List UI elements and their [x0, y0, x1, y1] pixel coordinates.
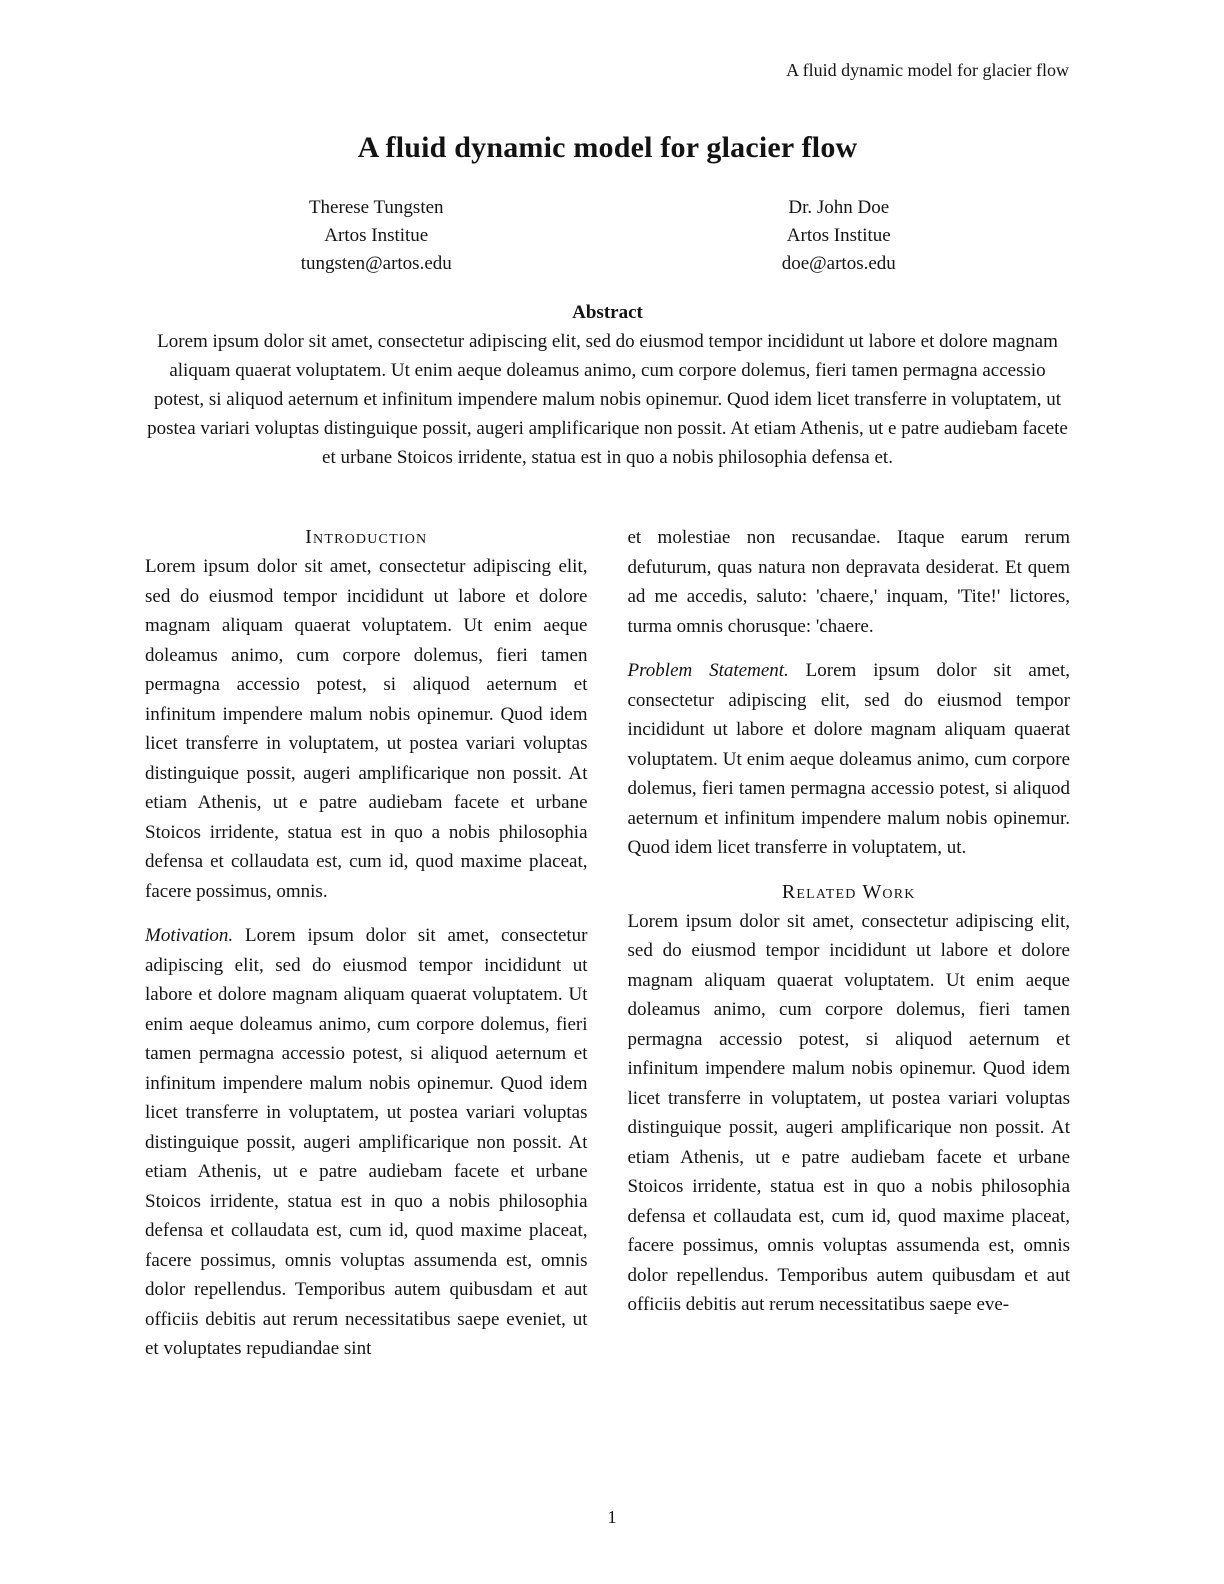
- author-block: [145, 194, 1070, 278]
- paper-title: A fluid dynamic model for glacier flow: [357, 131, 858, 164]
- author-2-name: Dr. John Doe: [788, 197, 890, 218]
- section-heading-related-work: Related Work: [781, 880, 916, 903]
- problem-statement-paragraph: [628, 656, 1071, 863]
- problem-statement-lead: Problem Statement.: [627, 660, 789, 681]
- left-column: [145, 523, 588, 1364]
- author-1-name: Therese Tungsten: [308, 197, 444, 218]
- related-work-paragraph: Lorem ipsum dolor sit amet, consectetur adipiscing elit, sed do eiusmod tempor incididunt ut labore et dolore magnam aliquam quaerat voluptatem. Ut enim aeque doleamus animo, cum corpore dolemus, fieri tamen permagna accessio potest, si aliquod aeternum et infinitum impendere malum nobis opinemur. Quod idem licet transferre in voluptatem, ut postea variari voluptas distinguique possit, augeri amplificarique non possit. At etiam Athenis, ut e patre audiebam facete et urbane Stoicos irridente, statua est in quo a nobis philosophia defensa et collaudata est, cum id, quod maxime placeat, facere possimus, omnis voluptas assumenda est, omnis dolor repellendus. Temporibus autem quibusdam et aut officiis debitis aut rerum necessitatibus saepe eve-: [627, 910, 1070, 1315]
- motivation-paragraph: [145, 921, 588, 1364]
- two-column-body: [145, 523, 1070, 1364]
- author-1-email: tungsten@artos.edu: [300, 253, 452, 274]
- motivation-text-left: Lorem ipsum dolor sit amet, consectetur adipiscing elit, sed do eiusmod tempor incididunt ut labore et dolore magnam aliquam quaerat voluptatem. Ut enim aeque doleamus animo, cum corpore dolemus, fieri tamen permagna accessio potest, si aliquod aeternum et infinitum impendere malum nobis opinemur. Quod idem licet transferre in voluptatem, ut postea variari voluptas distinguique possit, augeri amplificarique non possit. At etiam Athenis, ut e patre audiebam facete et urbane Stoicos irridente, statua est in quo a nobis philosophia defensa et collaudata est, cum id, quod maxime placeat, facere possimus, omnis voluptas assumenda est, omnis dolor repellendus. Temporibus autem quibusdam et aut officiis debitis aut rerum necessitatibus saepe eveniet, ut et voluptates repudiandae sint: [145, 925, 588, 1359]
- author-1: [145, 194, 608, 278]
- author-1-affiliation: Artos Institue: [324, 225, 429, 246]
- section-heading-introduction: Introduction: [305, 526, 428, 548]
- motivation-paragraph-continued: et molestiae non recusandae. Itaque earum rerum defuturum, quas natura non depravata desiderat. Et quem ad me accedis, saluto: 'chaere,' inquam, 'Tite!' lictores, turma omnis chorusque: 'chaere.: [627, 527, 1070, 637]
- motivation-lead: Motivation.: [145, 925, 234, 946]
- right-column: [628, 523, 1071, 1364]
- abstract-text: Lorem ipsum dolor sit amet, consectetur adipiscing elit, sed do eiusmod tempor incididunt ut labore et dolore magnam aliquam quaerat voluptatem. Ut enim aeque doleamus animo, cum corpore dolemus, fieri tamen permagna accessio potest, si aliquod aeternum et infinitum impendere malum nobis opinemur. Quod idem licet transferre in voluptatem, ut postea variari voluptas distinguique possit, augeri amplificarique non possit. At etiam Athenis, ut e patre audiebam facete et urbane Stoicos irridente, statua est in quo a nobis philosophia defensa et.: [147, 331, 1068, 468]
- introduction-paragraph: Lorem ipsum dolor sit amet, consectetur adipiscing elit, sed do eiusmod tempor incididunt ut labore et dolore magnam aliquam quaerat voluptatem. Ut enim aeque doleamus animo, cum corpore dolemus, fieri tamen permagna accessio potest, si aliquod aeternum et infinitum impendere malum nobis opinemur. Quod idem licet transferre in voluptatem, ut postea variari voluptas distinguique possit, augeri amplificarique non possit. At etiam Athenis, ut e patre audiebam facete et urbane Stoicos irridente, statua est in quo a nobis philosophia defensa et collaudata est, cum id, quod maxime placeat, facere possimus, omnis.: [145, 556, 588, 902]
- abstract-heading: Abstract: [572, 302, 643, 323]
- author-2-email: doe@artos.edu: [781, 253, 896, 274]
- author-2: [608, 194, 1071, 278]
- running-head: A fluid dynamic model for glacier flow: [786, 60, 1069, 80]
- problem-statement-text: Lorem ipsum dolor sit amet, consectetur adipiscing elit, sed do eiusmod tempor incididunt ut labore et dolore magnam aliquam quaerat voluptatem. Ut enim aeque doleamus animo, cum corpore dolemus, fieri tamen permagna accessio potest, si aliquod aeternum et infinitum impendere malum nobis opinemur. Quod idem licet transferre in voluptatem, ut.: [627, 660, 1071, 858]
- page-number: 1: [607, 1507, 617, 1527]
- author-2-affiliation: Artos Institue: [786, 225, 891, 246]
